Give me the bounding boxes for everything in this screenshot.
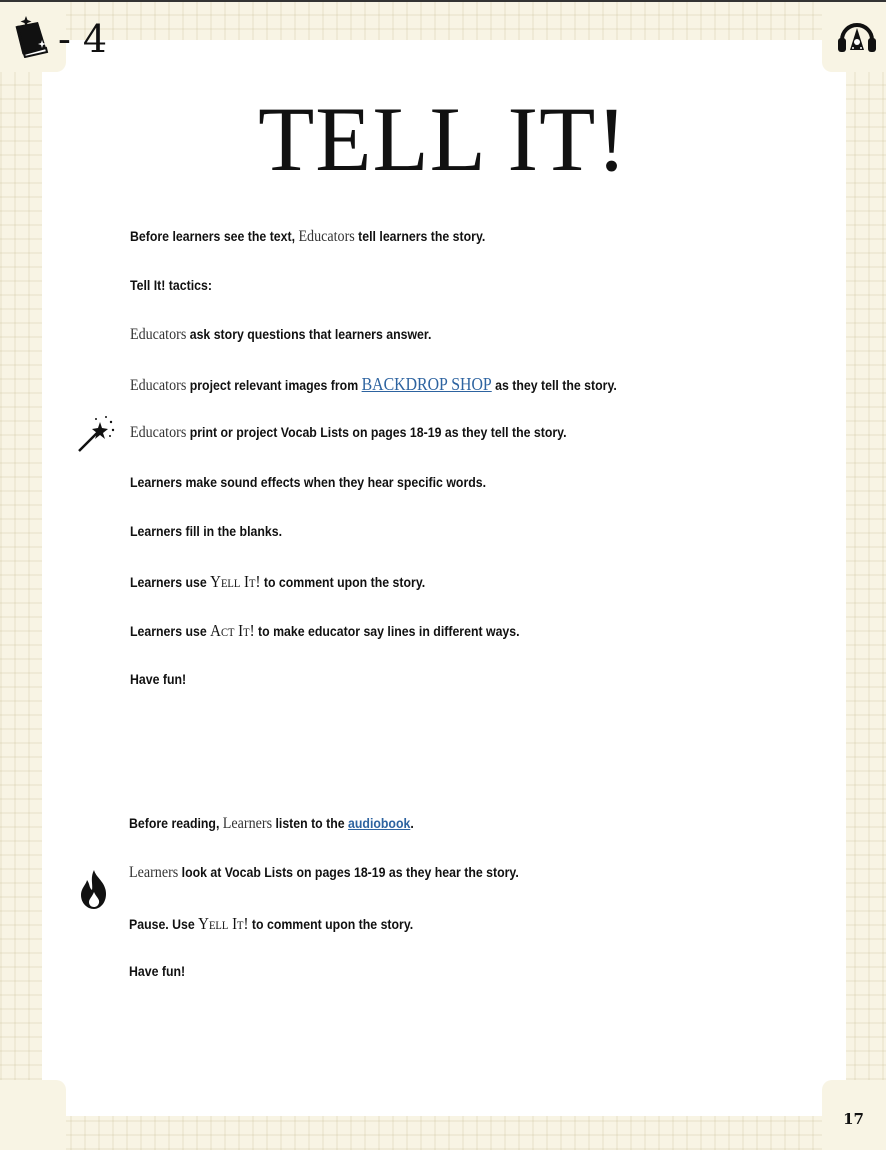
role-word: Educators bbox=[130, 326, 187, 343]
item-prefix: Learners use bbox=[130, 623, 207, 639]
list-item bbox=[130, 572, 425, 592]
corner-bl bbox=[0, 1080, 66, 1150]
item-prefix: Pause. Use bbox=[129, 916, 195, 932]
magic-wand-icon bbox=[76, 414, 116, 459]
level-indicator bbox=[12, 14, 107, 63]
flame-icon bbox=[78, 868, 110, 915]
intro-suffix: tell learners the story. bbox=[358, 228, 486, 244]
intro-prefix: Before learners see the text, bbox=[130, 228, 296, 244]
page-title: TELL IT! bbox=[258, 88, 628, 190]
role-word: Educators bbox=[130, 377, 187, 394]
role-word: Learners bbox=[129, 864, 179, 881]
list-item: Have fun! bbox=[130, 671, 187, 687]
role-word: Educators bbox=[298, 228, 355, 245]
list-item bbox=[130, 424, 567, 442]
list-item: Learners fill in the blanks. bbox=[130, 523, 282, 539]
level-label: - 4 bbox=[58, 16, 108, 61]
role-word: Learners bbox=[222, 815, 273, 832]
yell-it-mark: Yell It! bbox=[198, 914, 249, 933]
audiobook-link[interactable]: audiobook bbox=[348, 815, 411, 831]
tell-intro bbox=[130, 228, 485, 246]
listen-intro bbox=[129, 815, 414, 833]
role-word: Educators bbox=[130, 424, 187, 441]
list-item bbox=[129, 864, 519, 882]
list-item: Have fun! bbox=[129, 963, 186, 979]
list-item bbox=[130, 326, 431, 344]
intro-middle: listen to the bbox=[275, 815, 345, 831]
item-text-after: as they tell the story. bbox=[495, 377, 617, 393]
item-text: project relevant images from bbox=[189, 377, 359, 393]
list-item bbox=[130, 374, 617, 395]
item-text: print or project Vocab Lists on pages 18-19 as they tell the story. bbox=[189, 424, 567, 440]
list-item bbox=[129, 914, 413, 934]
intro-suffix: . bbox=[410, 815, 414, 831]
item-text: look at Vocab Lists on pages 18-19 as they hear the story. bbox=[181, 864, 519, 880]
item-prefix: Learners use bbox=[130, 574, 207, 590]
backdrop-shop-link[interactable]: BACKDROP SHOP bbox=[361, 374, 492, 394]
item-text: ask story questions that learners answer. bbox=[189, 326, 432, 342]
book-sparkle-icon bbox=[12, 14, 54, 63]
intro-prefix: Before reading, bbox=[129, 815, 220, 831]
headphones-wizard-icon[interactable] bbox=[836, 16, 878, 61]
tactics-label: Tell It! tactics: bbox=[130, 277, 212, 293]
act-it-mark: Act It! bbox=[210, 621, 255, 640]
page-number: 17 bbox=[843, 1110, 864, 1128]
list-item: Learners make sound effects when they hear specific words. bbox=[130, 474, 487, 490]
yell-it-mark: Yell It! bbox=[210, 572, 261, 591]
item-suffix: to make educator say lines in different ways. bbox=[258, 623, 520, 639]
item-suffix: to comment upon the story. bbox=[251, 916, 414, 932]
item-suffix: to comment upon the story. bbox=[263, 574, 426, 590]
list-item bbox=[130, 621, 520, 641]
